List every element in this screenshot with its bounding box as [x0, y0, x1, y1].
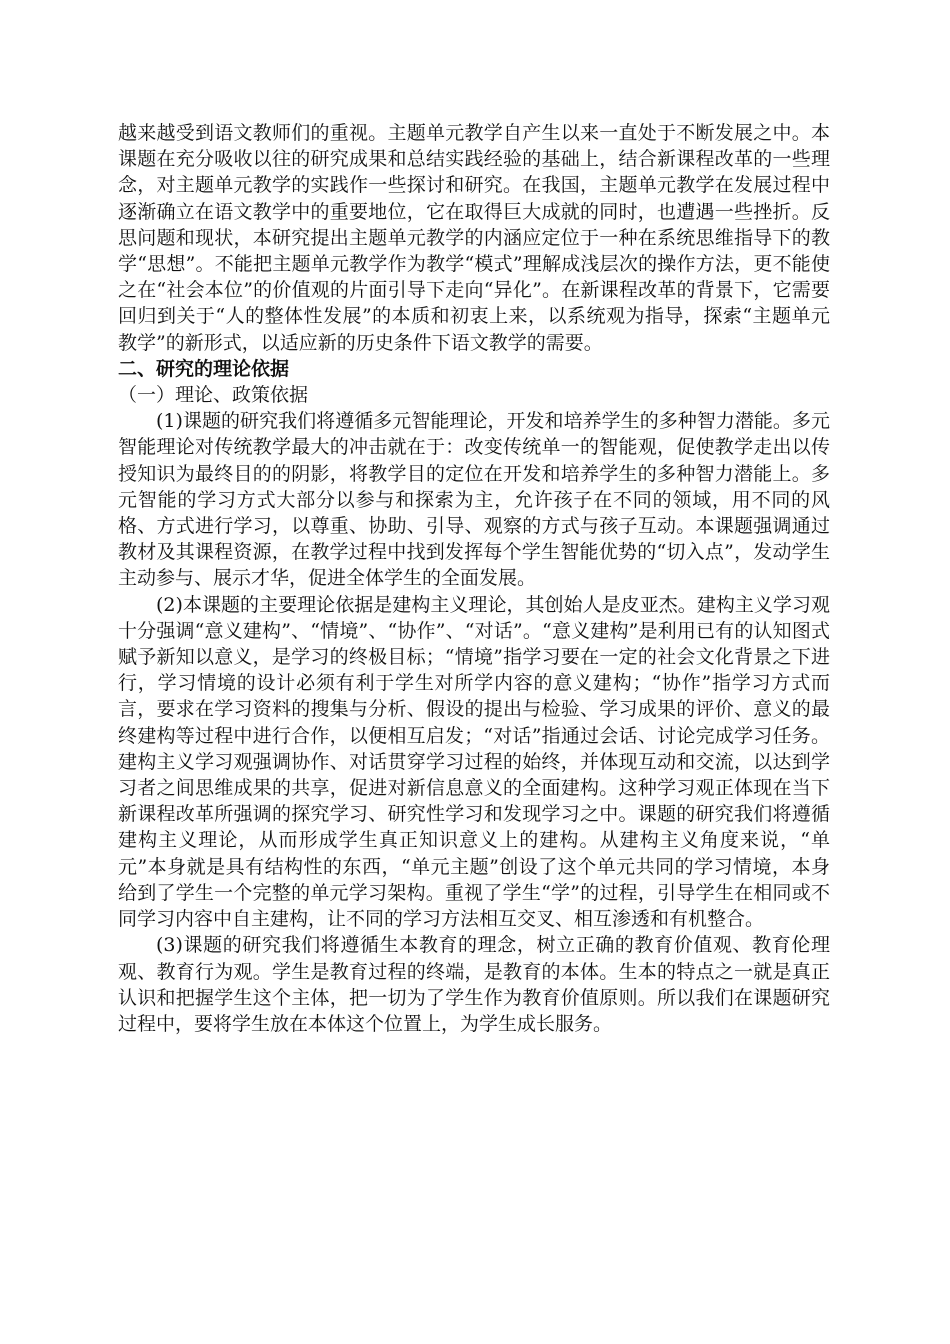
paragraph-multiple-intelligences: (1)课题的研究我们将遵循多元智能理论，开发和培养学生的多种智力潜能。多元智能理论对传统教学最大的冲击就在于：改变传统单一的智能观，促使教学走出以传授知识为最终目的的阴影，将教学目的定位在开发和培养学生的多种智力潜能上。多元智能的学习方式大部分以参与和探索为主，允许孩子在不同的领域，用不同的风格、方式进行学习，以尊重、协助、引导、观察的方式与孩子互动。本课题强调通过教材及其课程资源，在教学过程中找到发挥每个学生智能优势的“切入点”，发动学生主动参与、展示才华，促进全体学生的全面发展。	[118, 410, 830, 590]
paragraph-student-centered: (3)课题的研究我们将遵循生本教育的理念，树立正确的教育价值观、教育伦理观、教育行为观。学生是教育过程的终端，是教育的本体。生本的特点之一就是真正认识和把握学生这个主体，把一切为了学生作为教育价值原则。所以我们在课题研究过程中，要将学生放在本体这个位置上，为学生成长服务。	[118, 934, 830, 1035]
document-page	[118, 120, 830, 1037]
intro-paragraph: 越来越受到语文教师们的重视。主题单元教学自产生以来一直处于不断发展之中。本课题在充分吸收以往的研究成果和总结实践经验的基础上，结合新课程改革的一些理念，对主题单元教学的实践作一些探讨和研究。在我国，主题单元教学在发展过程中逐渐确立在语文教学中的重要地位，它在取得巨大成就的同时，也遭遇一些挫折。反思问题和现状，本研究提出主题单元教学的内涵应定位于一种在系统思维指导下的教学“思想”。不能把主题单元教学作为教学“模式”理解成浅层次的操作方法，更不能使之在“社会本位”的价值观的片面引导下走向“异化”。在新课程改革的背景下，它需要回归到关于“人的整体性发展”的本质和初衷上来，以系统观为指导，探索“主题单元教学”的新形式，以适应新的历史条件下语文教学的需要。	[118, 122, 830, 354]
paragraph-constructivism: (2)本课题的主要理论依据是建构主义理论，其创始人是皮亚杰。建构主义学习观十分强调“意义建构”、“情境”、“协作”、“对话”。“意义建构”是利用已有的认知图式赋予新知以意义，是学习的终极目标；“情境”指学习要在一定的社会文化背景之下进行，学习情境的设计必须有利于学生对所学内容的意义建构；“协作”指学习方式而言，要求在学习资料的搜集与分析、假设的提出与检验、学习成果的评价、意义的最终建构等过程中进行合作，以便相互启发；“对话”指通过会话、讨论完成学习任务。建构主义学习观强调协作、对话贯穿学习过程的始终，并体现互动和交流，以达到学习者之间思维成果的共享，促进对新信息意义的全面建构。这种学习观正体现在当下新课程改革所强调的探究学习、研究性学习和发现学习之中。课题的研究我们将遵循建构主义理论，从而形成学生真正知识意义上的建构。从建构主义角度来说，“单元”本身就是具有结构性的东西，“单元主题”创设了这个单元共同的学习情境，本身给到了学生一个完整的单元学习架构。重视了学生“学”的过程，引导学生在相同或不同学习内容中自主建构，让不同的学习方法相互交叉、相互渗透和有机整合。	[118, 593, 830, 931]
subsection-heading: （一）理论、政策依据	[118, 384, 309, 407]
section-heading: 二、研究的理论依据	[118, 357, 290, 380]
